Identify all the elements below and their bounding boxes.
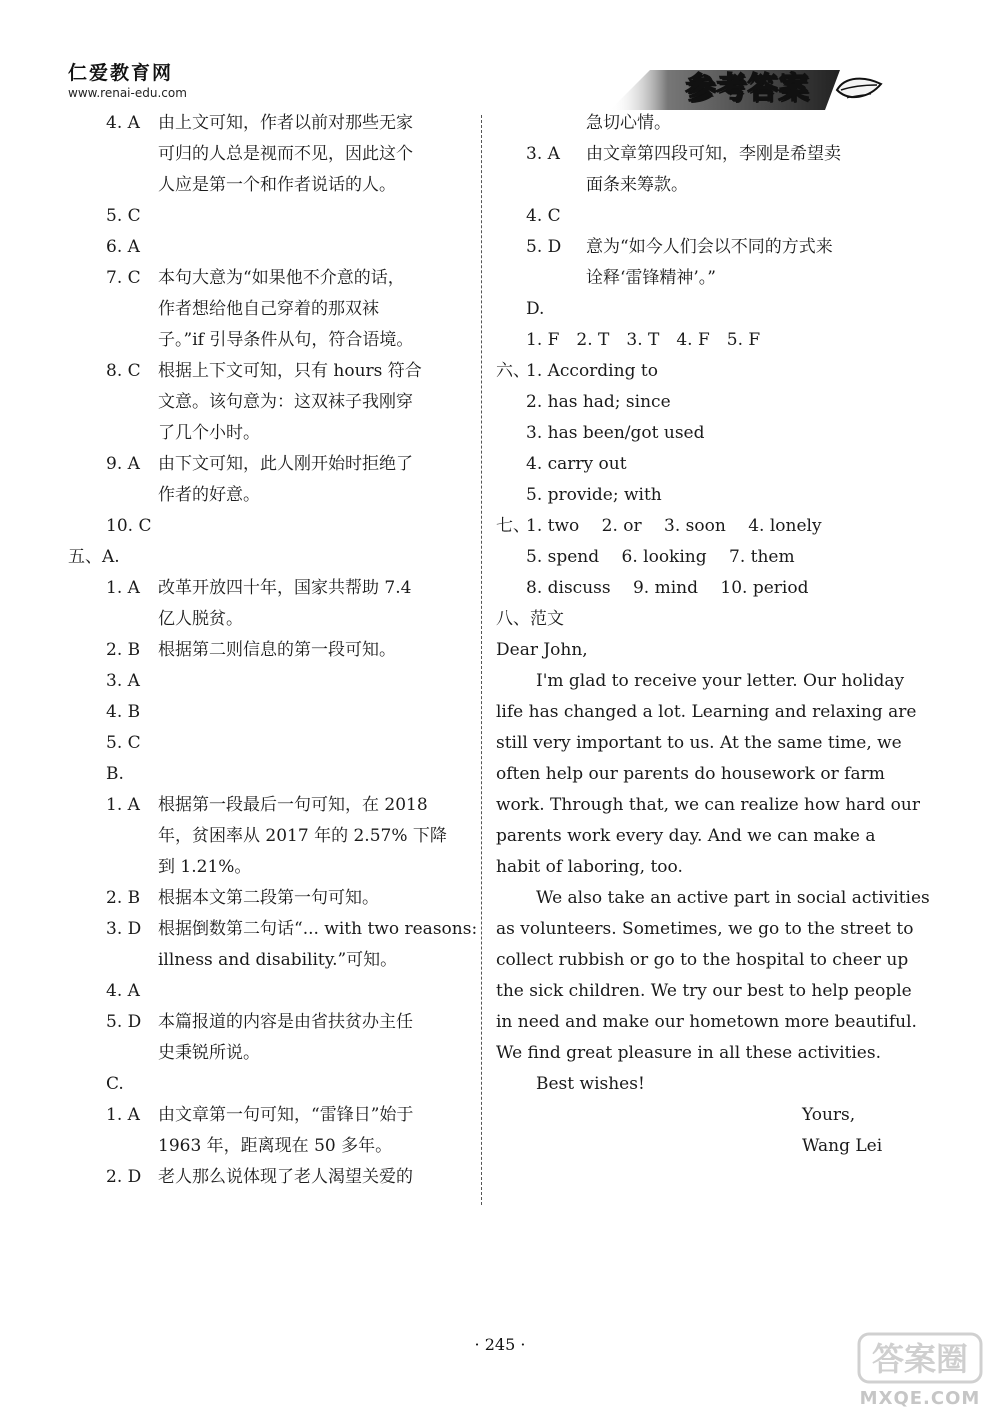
answer-explanation: 本句大意为“如果他不介意的话，: [158, 268, 405, 288]
brand-name: 仁爱教育网: [68, 62, 174, 84]
answer-line: [68, 1131, 468, 1162]
answer-line: [68, 945, 468, 976]
answer-item: [68, 1100, 468, 1131]
answer-explanation: 1963 年，距离现在 50 多年。: [158, 1136, 393, 1156]
answer-number: 4. C: [526, 206, 561, 226]
letter-paragraph-line: [496, 728, 902, 759]
answer-explanation: 本篇报道的内容是由省扶贫办主任: [158, 1012, 413, 1032]
answer-explanation: 意为“如今人们会以不同的方式来: [586, 237, 833, 257]
paragraph-text: often help our parents do housework or farm: [496, 764, 885, 784]
answer-item: 4. carry out: [526, 454, 627, 474]
answer-row: [496, 387, 896, 418]
answer-row: [496, 542, 896, 573]
answer-explanation: 由下文可知，此人刚开始时拒绝了: [158, 454, 413, 474]
answer-explanation: 到 1.21%。: [158, 857, 252, 877]
section-label: 六、: [496, 361, 530, 381]
answer-item: 5. provide; with: [526, 485, 662, 505]
answer-line: [68, 325, 468, 356]
answer-number: 6. A: [106, 237, 140, 257]
answer-number: 5. D: [106, 1012, 142, 1032]
section-label: D.: [526, 299, 545, 319]
answer-explanation: 可归的人总是视而不见，因此这个: [158, 144, 413, 164]
paragraph-text: collect rubbish or go to the hospital to cheer up: [496, 950, 909, 970]
answer-item: [496, 232, 896, 263]
letter-paragraph-line: [496, 1038, 896, 1069]
answer-list: 1. F 2. T 3. T 4. F 5. F: [526, 330, 761, 350]
answers-right-column: [496, 108, 930, 1162]
watermark: [855, 1330, 985, 1410]
answer-number: 1. A: [106, 795, 140, 815]
answer-explanation: 史秉锐所说。: [158, 1043, 260, 1063]
answer-explanation: 根据本文第二段第一句可知。: [158, 888, 379, 908]
page-header: [0, 0, 1000, 120]
answer-number: 4. A: [106, 981, 140, 1001]
watermark-logo-icon: [855, 1330, 985, 1386]
svg-text:答案圈: 答案圈: [871, 1340, 969, 1378]
paragraph-text: in need and make our hometown more beautiful.: [496, 1012, 917, 1032]
answer-item: [68, 976, 468, 1007]
answer-explanation: 诠释‘雷锋精神’。”: [586, 268, 716, 288]
section-heading: [496, 294, 896, 325]
section-label: C.: [106, 1074, 124, 1094]
answer-row-text: 1. two 2. or 3. soon 4. lonely: [526, 516, 822, 536]
answer-row: [496, 418, 896, 449]
answer-explanation: 文意。该句意为：这双袜子我刚穿: [158, 392, 413, 412]
paragraph-text: parents work every day. And we can make a: [496, 826, 876, 846]
greeting-text: Dear John,: [496, 640, 588, 660]
answer-item: [68, 790, 468, 821]
answer-explanation: 根据第二则信息的第一段可知。: [158, 640, 396, 660]
answer-number: 5. C: [106, 733, 141, 753]
answer-row: [496, 325, 896, 356]
answer-row: [496, 449, 896, 480]
answer-number: 2. B: [106, 640, 141, 660]
signoff-text: Yours,: [802, 1105, 856, 1125]
section-label: 五、A.: [68, 547, 120, 567]
section-label: B.: [106, 764, 124, 784]
letter-paragraph-line: [496, 883, 930, 914]
answer-explanation: 面条来筹款。: [586, 175, 688, 195]
answer-item: [68, 263, 468, 294]
answer-line: [68, 1038, 468, 1069]
answer-explanation: 由上文可知，作者以前对那些无家: [158, 113, 413, 133]
answer-line: [68, 294, 468, 325]
column-divider: [481, 115, 483, 1205]
paragraph-text: life has changed a lot. Learning and relaxing are: [496, 702, 917, 722]
letter-paragraph-line: [496, 1007, 917, 1038]
answer-explanation: 人应是第一个和作者说话的人。: [158, 175, 396, 195]
letter-paragraph-line: [496, 976, 912, 1007]
answer-explanation: 根据上下文可知，只有 hours 符合: [158, 361, 422, 381]
answer-number: 4. A: [106, 113, 140, 133]
answer-item: [68, 697, 468, 728]
answer-line: [68, 821, 468, 852]
answer-explanation: 改革开放四十年，国家共帮助 7.4: [158, 578, 412, 598]
answer-item: [68, 201, 468, 232]
answer-item: [68, 635, 468, 666]
answer-item: 3. has been/got used: [526, 423, 705, 443]
answer-item: [68, 108, 468, 139]
answer-number: 3. A: [106, 671, 140, 691]
answer-item: [496, 201, 896, 232]
answer-number: 10. C: [106, 516, 152, 536]
letter-paragraph-line: [496, 945, 909, 976]
letter-paragraph-line: [496, 759, 896, 790]
answer-line: [68, 170, 468, 201]
brand-url: www.renai-edu.com: [68, 86, 187, 100]
answer-line: [68, 387, 468, 418]
paragraph-text: still very important to us. At the same time, we: [496, 733, 902, 753]
answer-number: 2. B: [106, 888, 141, 908]
signature-text: Wang Lei: [802, 1136, 883, 1156]
answer-explanation: 老人那么说体现了老人渴望关爱的: [158, 1167, 413, 1187]
paragraph-text: We find great pleasure in all these activities.: [496, 1043, 881, 1063]
section-eight: [496, 604, 896, 635]
answer-number: 5. D: [526, 237, 562, 257]
answer-item: [496, 139, 896, 170]
paragraph-text: I'm glad to receive your letter. Our holiday: [536, 671, 905, 691]
letter-paragraph-line: [496, 790, 920, 821]
answer-number: 1. A: [106, 1105, 140, 1125]
section-heading: [68, 542, 468, 573]
answer-explanation: 亿人脱贫。: [158, 609, 243, 629]
answer-explanation: 根据倒数第二句话“... with two reasons:: [158, 919, 478, 939]
answer-item: [68, 573, 468, 604]
answers-left-column: [68, 108, 478, 1193]
answer-explanation: 作者的好意。: [158, 485, 260, 505]
answer-explanation: 根据第一段最后一句可知，在 2018: [158, 795, 428, 815]
letter-paragraph-line: [496, 821, 896, 852]
answer-row-text: 5. spend 6. looking 7. them: [526, 547, 795, 567]
paragraph-text: work. Through that, we can realize how hard our: [496, 795, 920, 815]
letter-greeting: [496, 635, 896, 666]
answer-number: 3. D: [106, 919, 142, 939]
answer-number: 8. C: [106, 361, 141, 381]
answer-item: [68, 1162, 468, 1193]
answer-line: [496, 170, 896, 201]
answer-item: [68, 883, 468, 914]
answer-number: 1. A: [106, 578, 140, 598]
paragraph-text: as volunteers. Sometimes, we go to the street to: [496, 919, 914, 939]
page-number: · 245 ·: [474, 1335, 526, 1354]
answer-item: [68, 666, 468, 697]
section-label: 七、: [496, 516, 530, 536]
answer-line: [68, 139, 468, 170]
answer-explanation: 由文章第四段可知，李刚是希望卖: [586, 144, 841, 164]
answer-explanation: 作者想给他自己穿着的那双袜: [158, 299, 379, 319]
paragraph-text: We also take an active part in social activities: [536, 888, 930, 908]
answer-explanation: 了几个小时。: [158, 423, 260, 443]
answer-item: 2. has had; since: [526, 392, 671, 412]
watermark-url: MXQE.COM: [859, 1388, 981, 1409]
leaf-icon: [835, 74, 883, 104]
answer-number: 3. A: [526, 144, 560, 164]
letter-paragraph-line: [496, 914, 914, 945]
paragraph-text: habit of laboring, too.: [496, 857, 683, 877]
answer-number: 4. B: [106, 702, 141, 722]
section-heading: [68, 1069, 468, 1100]
letter-paragraph-line: [496, 852, 896, 883]
answer-line: [68, 480, 468, 511]
answer-number: 9. A: [106, 454, 140, 474]
answer-item: [68, 1007, 468, 1038]
answer-item: [68, 449, 468, 480]
answer-explanation: 急切心情。: [586, 113, 671, 133]
closing-text: Best wishes!: [536, 1074, 645, 1094]
answer-line: [68, 852, 468, 883]
answer-line: [68, 418, 468, 449]
answer-number: 7. C: [106, 268, 141, 288]
letter-signature: [496, 1131, 896, 1162]
letter-closing: [496, 1069, 896, 1100]
answer-item: [68, 356, 468, 387]
letter-signoff: [496, 1100, 896, 1131]
answer-row: [496, 573, 896, 604]
answer-line: [496, 263, 896, 294]
answer-item: [68, 511, 468, 542]
answer-item: [68, 232, 468, 263]
answer-explanation: 年，贫困率从 2017 年的 2.57% 下降: [158, 826, 447, 846]
paragraph-text: the sick children. We try our best to help people: [496, 981, 912, 1001]
section-seven: [496, 511, 896, 542]
answer-number: 5. C: [106, 206, 141, 226]
answer-line: [68, 604, 468, 635]
section-six: [496, 356, 896, 387]
letter-paragraph-line: [496, 666, 905, 697]
answer-row: [496, 480, 896, 511]
answer-item: [68, 914, 478, 945]
section-label: 八、范文: [496, 609, 564, 629]
answer-number: 2. D: [106, 1167, 142, 1187]
answer-item: 1. According to: [526, 361, 658, 381]
answer-explanation: 由文章第一句可知，“雷锋日”始于: [158, 1105, 414, 1125]
section-heading: [68, 759, 468, 790]
answer-line: [496, 108, 896, 139]
answer-explanation: illness and disability.”可知。: [158, 950, 398, 970]
answer-item: [68, 728, 468, 759]
answer-row-text: 8. discuss 9. mind 10. period: [526, 578, 809, 598]
letter-paragraph-line: [496, 697, 917, 728]
header-title: 参考答案: [685, 71, 810, 106]
answer-explanation: 子。”if 引导条件从句，符合语境。: [158, 330, 414, 350]
